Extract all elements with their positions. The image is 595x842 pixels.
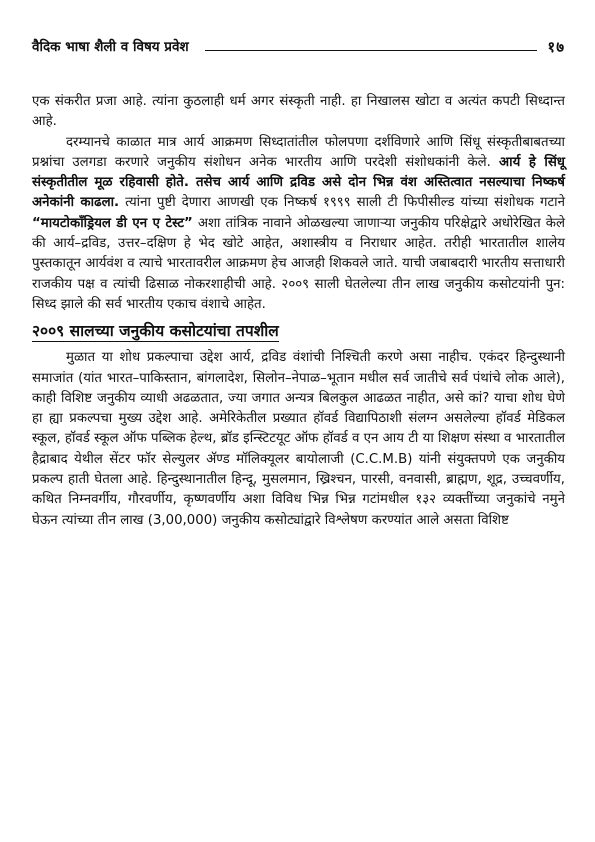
page-number: १७	[547, 38, 565, 56]
header-title: वैदिक भाषा शैली व विषय प्रवेश	[32, 39, 189, 55]
paragraph-2-bold: आर्य हे सिंधू संस्कृतीतील मूळ रहिवासी होते. तसेच आर्य आणि द्रविड असे दोन भिन्न वंश अस्तित्वात नसल्याचा निष्कर्ष अनेकांनी काढला.	[32, 154, 565, 211]
running-header	[32, 38, 565, 56]
paragraph-2-end: अशा तांत्रिक नावाने ओळखल्या जाणाऱ्या जनुकीय परिक्षेद्वारे अधोरेखित केले की आर्य–द्रविड, उत्तर–दक्षिण हे भेद खोटे आहेत, अशास्त्रीय व निराधार आहेत. तरीही भारतातील शालेय पुस्तकातून आर्यवंश व त्याचे भारतावरील आक्रमण हेच आजही शिकवले जाते. याची जबाबदारी भारतीय सत्ताधारी राजकीय पक्ष व त्यांची ढिसाळ नोकरशाहीची आहे. २००९ साली घेतलेल्या तीन लाख जनुकीय कसोटयांनी पुन: सिध्द झाले की सर्व भारतीय एकाच वंशाचे आहेत.	[32, 215, 565, 312]
paragraph-2-mid: त्यांना पुष्टी देणारा आणखी एक निष्कर्ष १९९९ साली टी फिपीसील्ड यांच्या संशोधक गटाने	[125, 195, 565, 211]
section-heading-text: २००९ सालच्या जनुकीय कसोटयांचा तपशील	[32, 322, 279, 341]
paragraph-2-quote: “मायटोकॉंड्रियल डी एन ए टेस्ट”	[32, 215, 193, 231]
section-heading	[32, 321, 565, 342]
paragraph-3: मुळात या शोध प्रकल्पाचा उद्देश आर्य, द्रविड वंशांची निश्चिती करणे असा नाहीच. एकंदर हिन्दुस्थानी समाजांत (यांत भारत–पाकिस्तान, बांगलादेश, सिलोन–नेपाळ–भूतान मधील सर्व जातीचे सर्व पंथांचे लोक आले), काही विशिष्ट जनुकीय व्याधी अढळतात, ज्या जगात अन्यत्र बिलकुल आढळत नाहीत, असे कां? याचा शोध घेणे हा ह्या प्रकल्पचा मुख्य उद्देश आहे. अमेरिकेतील प्रख्यात हॉवर्ड विद्यापिठाशी संलग्न असलेल्या हॉवर्ड मेडिकल स्कूल, हॉवर्ड स्कूल ऑफ पब्लिक हेल्थ, ब्रॉड इन्स्टिटयूट ऑफ हॉवर्ड व एन आय टी या शिक्षण संस्था व भारतातील हैद्राबाद येथील सेंटर फॉर सेल्युलर ॲण्ड मॉलिक्यूलर बायोलाजी (C.C.M.B) यांनी संयुक्तपणे एक जनुकीय प्रकल्प हाती घेतला आहे. हिन्दुस्थानातील हिन्दू, मुसलमान, ख्रिश्चन, पारसी, वनवासी, ब्राह्मण, शूद्र, उच्चवर्णीय, कथित निम्नवर्गीय, गौरवर्णीय, कृष्णवर्णीय अशा विविध भिन्न भिन्न गटांमधील १३२ व्यक्तींच्या जनुकांचे नमुने घेऊन त्यांच्या तीन लाख (3,00,000) जनुकीय कसोट्यांद्वारे विश्लेषण करण्यांत आले असता विशिष्ट	[32, 350, 565, 528]
paragraph-2-start: दरम्यानचे काळात मात्र आर्य आक्रमण सिध्दातांतील फोलपणा दर्शविणारे आणि सिंधू संस्कृतीबाबतच्या प्रश्नांचा उलगडा करणारे जनुकीय संशोधन अनेक भारतीय आणि परदेशी संशोधकांनी केले.	[32, 134, 565, 170]
paragraph-2	[32, 133, 565, 316]
header-rule	[205, 50, 538, 51]
paragraph-1: एक संकरीत प्रजा आहे. त्यांना कुठलाही धर्म अगर संस्कृती नाही. हा निखालस खोटा व अत्यंत कपटी सिध्दान्त आहे.	[32, 94, 565, 130]
